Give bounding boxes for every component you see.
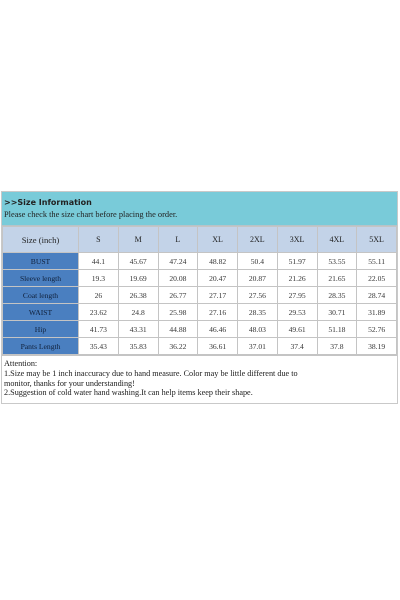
measurement-value: 37.4	[277, 338, 317, 355]
measurement-value: 29.53	[277, 304, 317, 321]
measurement-value: 26	[79, 287, 119, 304]
measurement-row	[3, 270, 397, 287]
size-header-row	[3, 227, 397, 253]
measurement-value: 21.65	[317, 270, 357, 287]
measurement-value: 22.05	[357, 270, 397, 287]
measurement-value: 35.83	[118, 338, 158, 355]
size-info-panel	[1, 191, 398, 404]
measurement-value: 27.17	[198, 287, 238, 304]
measurement-row	[3, 338, 397, 355]
measurement-value: 44.88	[158, 321, 198, 338]
measurement-label: BUST	[3, 253, 79, 270]
measurement-row	[3, 304, 397, 321]
measurement-value: 48.03	[238, 321, 278, 338]
measurement-value: 28.35	[317, 287, 357, 304]
measurement-value: 46.46	[198, 321, 238, 338]
measurement-value: 55.11	[357, 253, 397, 270]
measurement-value: 36.61	[198, 338, 238, 355]
measurement-value: 53.55	[317, 253, 357, 270]
measurement-value: 48.82	[198, 253, 238, 270]
measurement-value: 27.56	[238, 287, 278, 304]
measurement-value: 26.77	[158, 287, 198, 304]
size-col-2xl: 2XL	[238, 227, 278, 253]
measurement-value: 19.69	[118, 270, 158, 287]
measurement-value: 27.95	[277, 287, 317, 304]
measurement-label: Hip	[3, 321, 79, 338]
measurement-value: 24.8	[118, 304, 158, 321]
size-col-4xl: 4XL	[317, 227, 357, 253]
measurement-value: 20.87	[238, 270, 278, 287]
measurement-row	[3, 287, 397, 304]
measurement-label: Pants Length	[3, 338, 79, 355]
measurement-value: 31.89	[357, 304, 397, 321]
measurement-value: 50.4	[238, 253, 278, 270]
measurement-label: Sleeve length	[3, 270, 79, 287]
measurement-value: 51.97	[277, 253, 317, 270]
measurement-value: 36.22	[158, 338, 198, 355]
attention-title: Attention:	[4, 359, 38, 368]
size-check-note: Please check the size chart before placing the order.	[4, 210, 178, 219]
measurement-value: 35.43	[79, 338, 119, 355]
measurement-label: WAIST	[3, 304, 79, 321]
measurement-value: 41.73	[79, 321, 119, 338]
measurement-value: 20.47	[198, 270, 238, 287]
measurement-value: 25.98	[158, 304, 198, 321]
size-col-l: L	[158, 227, 198, 253]
measurement-row	[3, 321, 397, 338]
measurement-row	[3, 253, 397, 270]
measurement-value: 20.08	[158, 270, 198, 287]
measurement-label: Coat length	[3, 287, 79, 304]
size-col-xl: XL	[198, 227, 238, 253]
attention-line-3: 2.Suggestion of cold water hand washing.It can help items keep their shape.	[4, 388, 253, 398]
measurement-value: 27.16	[198, 304, 238, 321]
size-unit-label: Size (inch)	[3, 227, 79, 253]
measurement-value: 44.1	[79, 253, 119, 270]
attention-notes	[2, 355, 397, 403]
measurement-value: 28.35	[238, 304, 278, 321]
size-chart-table	[2, 226, 397, 355]
measurement-value: 43.31	[118, 321, 158, 338]
size-col-s: S	[79, 227, 119, 253]
attention-line-2: monitor, thanks for your understanding!	[4, 378, 135, 388]
size-info-header	[2, 192, 397, 226]
measurement-value: 28.74	[357, 287, 397, 304]
measurement-value: 38.19	[357, 338, 397, 355]
size-col-5xl: 5XL	[357, 227, 397, 253]
attention-line-1: 1.Size may be 1 inch inaccuracy due to hand measure. Color may be little different due to	[4, 368, 298, 378]
measurement-value: 23.62	[79, 304, 119, 321]
measurement-value: 37.01	[238, 338, 278, 355]
measurement-value: 21.26	[277, 270, 317, 287]
size-col-m: M	[118, 227, 158, 253]
size-info-title: >>Size Information	[4, 198, 92, 207]
measurement-value: 26.38	[118, 287, 158, 304]
measurement-value: 51.18	[317, 321, 357, 338]
measurement-value: 45.67	[118, 253, 158, 270]
measurement-value: 37.8	[317, 338, 357, 355]
measurement-value: 30.71	[317, 304, 357, 321]
measurement-value: 52.76	[357, 321, 397, 338]
measurement-value: 47.24	[158, 253, 198, 270]
measurement-value: 19.3	[79, 270, 119, 287]
measurement-value: 49.61	[277, 321, 317, 338]
size-col-3xl: 3XL	[277, 227, 317, 253]
